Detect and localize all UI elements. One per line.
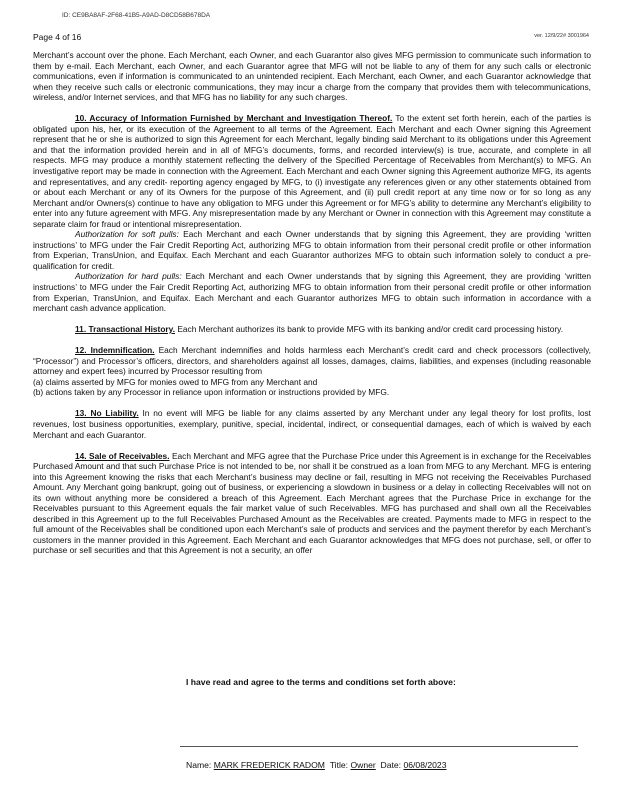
title-label: Title:: [329, 760, 349, 770]
signature-details: [186, 760, 446, 770]
soft-pull-label: Authorization for soft pulls:: [75, 229, 179, 240]
section-10-heading: 10. Accuracy of Information Furnished by Merchant and Investigation Thereof.: [75, 113, 393, 124]
section-13-body: In no event will MFG be liable for any claims asserted by any Merchant under any legal theory for lost profits, lost revenues, lost business opportunities, exemplary, punitive, special, incidental, indirect, or consequential damages, each of which is waived by each Merchant and each Guarantor.: [33, 408, 591, 440]
section-14-heading: 14. Sale of Receivables.: [75, 450, 170, 461]
version-label: ver. 12/9/22# 3001964: [534, 33, 589, 39]
section-13-heading: 13. No Liability.: [75, 408, 139, 419]
hard-pull-body: Each Merchant and each Owner understands that by signing this Agreement, they are providing ‘written instructions’ to MFG under the Fair Credit Reporting Act, authorizing MFG to obtain information from their personal credit profile or other information from Experian, TransUnion, and Equifax. Each Merchant and each Guarantor authorizes MFG to obtain such information in accordance with a merchant cash advance application.: [33, 271, 591, 314]
hard-pull-paragraph: [33, 271, 591, 313]
section-10-body: To the extent set forth herein, each of the parties is obligated upon his, her, or its execution of the Agreement to all terms of the Agreement. Each Merchant and each Owner signing this Agreement represent that he or she is authorized to sign this Agreement for each Merchant, legally binding said Merchant to its obligations under this Agreement and that the information provided herein and in all of MFG’s documents, forms, and recorded interview(s) is true, accurate, and complete in all respects. MFG may produce a monthly statement reflecting the delivery of the Specified Percentage of Receivables from Merchant(s) to MFG. An investigative report may be made in connection with the Agreement. Each Merchant and each Owner signing this Agreement authorize MFG, its agents and representatives, and any credit- reporting agency engaged by MFG, to (i) investigate any references given or any other statements obtained from or about each Merchant or any of its Owners for the purpose of this Agreement, and (ii) pull credit report at any time now or for so long as any Merchant and/or Owners(s) continue to have any obligation to MFG under this Agreement or for MFG’s ability to determine any Merchant’s eligibility to enter into any future agreement with MFG. Any misrepresentation made by any Merchant or Owner in connection with this Agreement may constitute a separate claim for fraud or intentional misrepresentation.: [33, 113, 592, 229]
hard-pull-label: Authorization for hard pulls:: [75, 271, 182, 282]
section-11-paragraph: [33, 324, 591, 335]
date-label: Date:: [380, 760, 402, 770]
signature-date: 06/08/2023: [403, 760, 447, 770]
soft-pull-paragraph: [33, 229, 591, 271]
section-11-body: Each Merchant authorizes its bank to provide MFG with its banking and/or credit card processing history.: [175, 324, 564, 335]
section-11-heading: 11. Transactional History.: [75, 324, 176, 335]
section-14-body: Each Merchant and MFG agree that the Purchase Price under this Agreement is in exchange for the Receivables Purchased Amount and that such Purchase Price is not intended to be, nor shall it be construed as a loan from MFG to any Merchant. MFG is entering into this Agreement knowing the risks that each Merchant’s business may decline or fail, resulting in MFG not receiving the Receivables Purchased Amount. Any Merchant going bankrupt, going out of business, or experiencing a slowdown in business or a delay in collecting Receivables will not on its own without anything more be considered a breach of this Agreement. Each Merchant agrees that the Purchase Price in exchange for the Receivables pursuant to this Agreement equals the fair market value of such Receivables. MFG has purchased and shall own all the Receivables described in this Agreement up to the full Receivables Purchased Amount as the Receivables are created. Payments made to MFG in respect to the full amount of the Receivables shall be conditioned upon each Merchant’s sale of products and services and the payment therefor by each Merchant’s customers in the manner provided in this Agreement. Each Merchant and each Guarantor acknowledges that MFG does not purchase, sell, or offer to purchase or sell securities and that this Agreement is not a security, an offer: [33, 450, 591, 556]
signature-line: [180, 746, 578, 747]
section-12-body: Each Merchant indemnifies and holds harmless each Merchant’s credit card and check processors (collectively, “Processor”) and Processor’s officers, directors, and shareholders against all losses, damages, claims, liabilities, and expenses (including reasonable attorney and expert fees) incurred by Processor resulting from: [33, 345, 591, 377]
section-14-paragraph: [33, 451, 591, 556]
section-12-item-b: (b) actions taken by any Processor in reliance upon information or instructions provided by MFG.: [33, 387, 390, 398]
name-label: Name:: [186, 760, 212, 770]
section-12-item-a: (a) claims asserted by MFG for monies owed to MFG from any Merchant and: [33, 376, 318, 387]
section-10-paragraph: [33, 113, 591, 229]
section-13-paragraph: [33, 408, 591, 440]
page-number: Page 4 of 16: [33, 32, 82, 42]
acknowledgement-text: I have read and agree to the terms and conditions set forth above:: [186, 677, 456, 687]
soft-pull-body: Each Merchant and each Owner understands that by signing this Agreement, they are providing ‘written instructions’ to MFG under the Fair Credit Reporting Act, authorizing MFG to obtain information from their personal credit profile or other information from Experian, TransUnion, and Equifax. Each Merchant and each Guarantor authorizes MFG to obtain such information solely to conduct a pre-qualification for credit.: [33, 229, 591, 271]
document-id: ID: CE9BA8AF-2F68-41B5-A9AD-D8CD58B678DA: [62, 12, 211, 19]
intro-paragraph: Merchant’s account over the phone. Each Merchant, each Owner, and each Guarantor also gives MFG permission to communicate such information to them by e-mail. Each Merchant, each Owner, and each Guarantor agree that MFG will not be liable to any of them for any such calls or electronic communications, even if information is communicated to an unintended recipient. Each Merchant, each Owner, and each Guarantor acknowledge that when they receive such calls or electronic communications, they may incur a charge from the company that provides them with telecommunications, wireless, and/or Internet services, and that MFG has no liability for any such charges.: [33, 50, 591, 103]
signer-name: MARK FREDERICK RADOM: [213, 760, 325, 770]
section-12-paragraph: [33, 345, 591, 377]
section-12-heading: 12. Indemnification.: [75, 345, 155, 356]
signer-title: Owner: [350, 760, 376, 770]
document-body: [33, 50, 591, 556]
